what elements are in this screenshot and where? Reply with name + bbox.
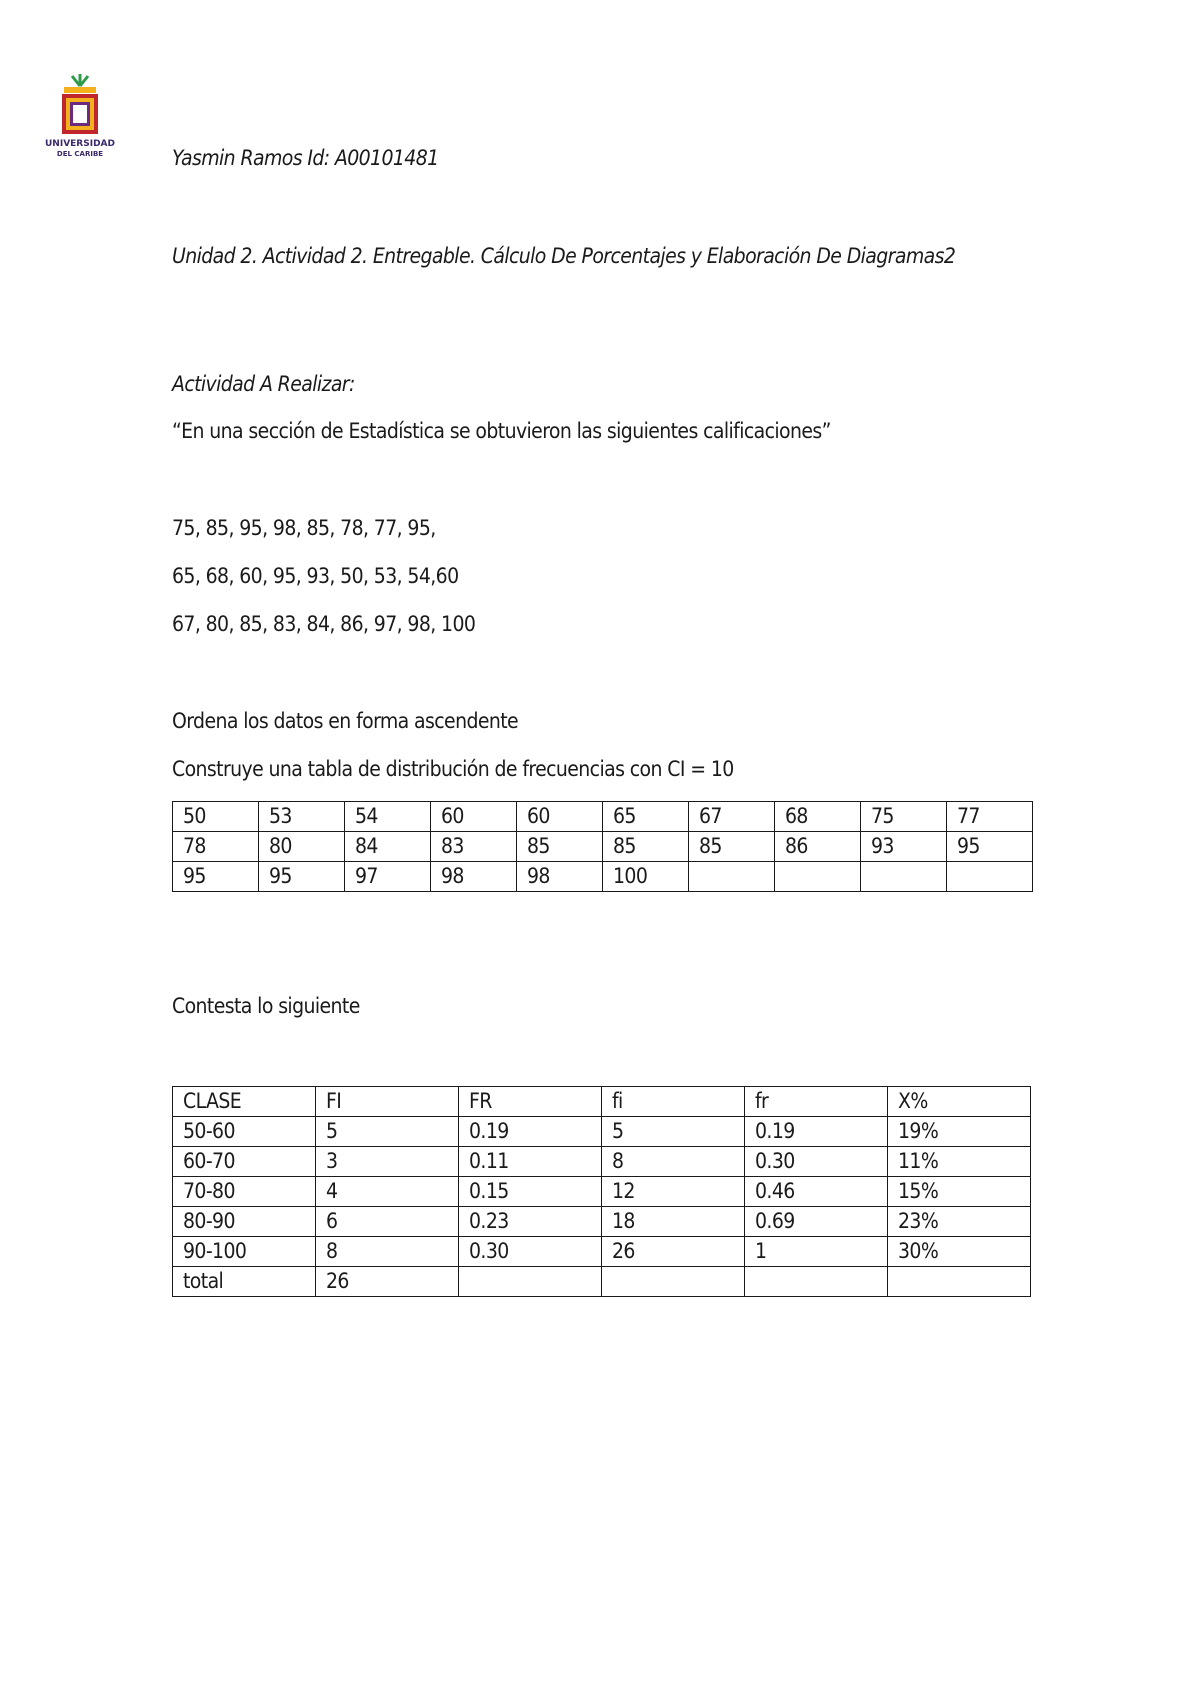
table-cell: 60 [517, 802, 603, 832]
table-cell: 86 [775, 832, 861, 862]
table-cell [602, 1267, 745, 1297]
table-cell: 80-90 [173, 1207, 316, 1237]
table-cell [689, 862, 775, 892]
table-cell: 0.69 [745, 1207, 888, 1237]
table-cell: 77 [947, 802, 1033, 832]
column-header: X% [888, 1087, 1031, 1117]
activity-label: Actividad A Realizar: [172, 372, 355, 396]
table-cell: 83 [431, 832, 517, 862]
table-row [173, 1207, 1031, 1237]
table-row [173, 1177, 1031, 1207]
table-cell: 4 [316, 1177, 459, 1207]
table-cell: 95 [173, 862, 259, 892]
sorted-data-table [172, 801, 1033, 892]
table-cell [459, 1267, 602, 1297]
column-header: CLASE [173, 1087, 316, 1117]
table-cell: 95 [259, 862, 345, 892]
table-cell [947, 862, 1033, 892]
table-cell: 80 [259, 832, 345, 862]
table-cell: 85 [603, 832, 689, 862]
table-row [173, 1147, 1031, 1177]
table-cell: 0.30 [459, 1237, 602, 1267]
table-cell: 54 [345, 802, 431, 832]
table-cell: 70-80 [173, 1177, 316, 1207]
column-header: fi [602, 1087, 745, 1117]
table-cell: 11% [888, 1147, 1031, 1177]
table-cell [888, 1267, 1031, 1297]
table-row [173, 1117, 1031, 1147]
table-cell: 98 [517, 862, 603, 892]
table-row [173, 862, 1033, 892]
university-logo [44, 72, 116, 158]
data-line-1: 75, 85, 95, 98, 85, 78, 77, 95, [172, 516, 436, 540]
table-cell: 12 [602, 1177, 745, 1207]
table-cell: 95 [947, 832, 1033, 862]
table-cell: 19% [888, 1117, 1031, 1147]
table-cell: 0.46 [745, 1177, 888, 1207]
table-row [173, 802, 1033, 832]
table-cell: 18 [602, 1207, 745, 1237]
table-cell: 0.23 [459, 1207, 602, 1237]
table-cell: 60-70 [173, 1147, 316, 1177]
table-cell: 8 [316, 1237, 459, 1267]
table-cell: 85 [689, 832, 775, 862]
frequency-distribution-table [172, 1086, 1031, 1297]
table-cell: 50 [173, 802, 259, 832]
table-cell: 0.15 [459, 1177, 602, 1207]
table-cell: 90-100 [173, 1237, 316, 1267]
table-cell [861, 862, 947, 892]
table-cell: 97 [345, 862, 431, 892]
table-cell: 30% [888, 1237, 1031, 1267]
table-cell: 75 [861, 802, 947, 832]
table-cell: 1 [745, 1237, 888, 1267]
table-header-row [173, 1087, 1031, 1117]
logo-line1: UNIVERSIDAD [45, 139, 115, 149]
column-header: FI [316, 1087, 459, 1117]
data-line-3: 67, 80, 85, 83, 84, 86, 97, 98, 100 [172, 612, 476, 636]
table-cell: 15% [888, 1177, 1031, 1207]
table-row [173, 832, 1033, 862]
table-cell: 26 [602, 1237, 745, 1267]
table-cell: 85 [517, 832, 603, 862]
table-cell [775, 862, 861, 892]
instruction-frequency-table: Construye una tabla de distribución de frecuencias con CI = 10 [172, 757, 734, 781]
table-cell: 67 [689, 802, 775, 832]
table-cell [745, 1267, 888, 1297]
instruction-sort: Ordena los datos en forma ascendente [172, 709, 519, 733]
table-cell: 53 [259, 802, 345, 832]
university-logo-icon [44, 72, 116, 158]
table-cell: 6 [316, 1207, 459, 1237]
table-cell: 0.11 [459, 1147, 602, 1177]
table-cell: 100 [603, 862, 689, 892]
data-line-2: 65, 68, 60, 95, 93, 50, 53, 54,60 [172, 564, 459, 588]
answer-heading: Contesta lo siguiente [172, 994, 360, 1018]
table-cell: 5 [316, 1117, 459, 1147]
table-cell: 98 [431, 862, 517, 892]
table-cell: 65 [603, 802, 689, 832]
table-cell: 60 [431, 802, 517, 832]
table-cell: total [173, 1267, 316, 1297]
table-cell: 26 [316, 1267, 459, 1297]
table-cell: 0.19 [459, 1117, 602, 1147]
table-cell: 78 [173, 832, 259, 862]
table-total-row [173, 1267, 1031, 1297]
table-cell: 5 [602, 1117, 745, 1147]
table-cell: 50-60 [173, 1117, 316, 1147]
activity-statement: “En una sección de Estadística se obtuvieron las siguientes calificaciones” [172, 419, 831, 443]
column-header: FR [459, 1087, 602, 1117]
table-cell: 23% [888, 1207, 1031, 1237]
table-cell: 93 [861, 832, 947, 862]
column-header: fr [745, 1087, 888, 1117]
table-row [173, 1237, 1031, 1267]
assignment-title: Unidad 2. Actividad 2. Entregable. Cálculo De Porcentajes y Elaboración De Diagramas2 [172, 244, 956, 268]
table-cell: 84 [345, 832, 431, 862]
student-name-id: Yasmin Ramos Id: A00101481 [172, 146, 439, 170]
table-cell: 8 [602, 1147, 745, 1177]
logo-line2: DEL CARIBE [56, 150, 104, 158]
table-cell: 0.30 [745, 1147, 888, 1177]
table-cell: 3 [316, 1147, 459, 1177]
table-cell: 0.19 [745, 1117, 888, 1147]
table-cell: 68 [775, 802, 861, 832]
